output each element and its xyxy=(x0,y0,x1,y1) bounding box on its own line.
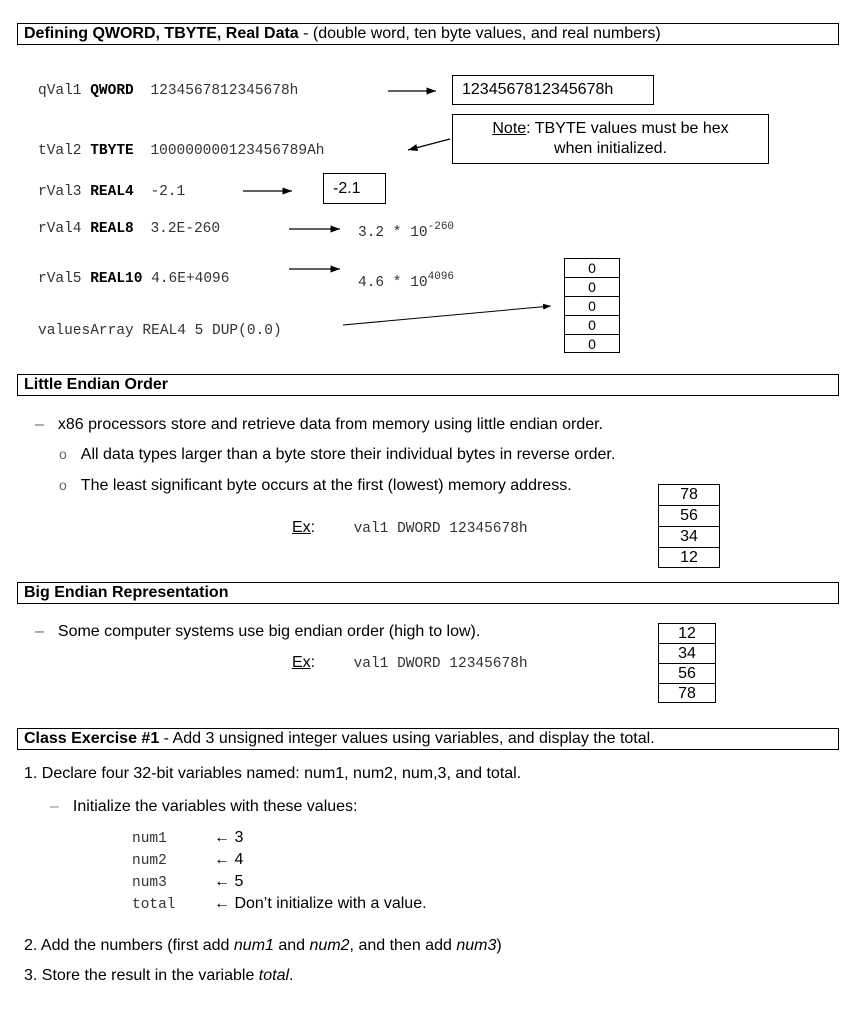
circle-bullet: o xyxy=(59,446,67,462)
section-title: Class Exercise #1 xyxy=(24,730,160,747)
var-init-list xyxy=(132,829,427,917)
section-subtitle: - (double word, ten byte values, and real numbers) xyxy=(298,25,661,42)
section-header-little-endian xyxy=(17,374,839,396)
var-name: rVal4 xyxy=(38,221,82,237)
example-label: Ex xyxy=(292,519,311,536)
example-code: val1 DWORD 12345678h xyxy=(353,521,528,537)
bullet-text: All data types larger than a byte store their individual bytes in reverse order. xyxy=(80,446,616,463)
section-subtitle: - Add 3 unsigned integer values using variables, and display the total. xyxy=(159,730,655,747)
sub-bullet-reverse-order xyxy=(59,446,615,464)
exercise-sub-bullet xyxy=(50,798,358,816)
memory-cell: 56 xyxy=(659,506,719,527)
dash-bullet: – xyxy=(50,798,59,815)
section-header-big-endian xyxy=(17,582,839,604)
memory-cell: 0 xyxy=(588,336,596,352)
var-type: REAL8 xyxy=(90,221,134,237)
qword-result-box: 1234567812345678h xyxy=(452,75,654,105)
memory-cell: 78 xyxy=(659,485,719,506)
var-value: 1234567812345678h xyxy=(150,83,299,99)
text-italic: total xyxy=(258,967,290,984)
var-init-name: total xyxy=(132,897,176,913)
bullet-little-endian xyxy=(35,416,603,434)
text-italic: num3 xyxy=(456,937,497,954)
little-endian-example xyxy=(292,519,528,537)
memory-cell: 78 xyxy=(678,685,696,702)
section-title: Little Endian Order xyxy=(24,376,169,393)
exercise-item-2 xyxy=(24,937,502,955)
var-init-name: num1 xyxy=(132,831,167,847)
memory-cell: 0 xyxy=(565,316,619,335)
var-init-value: ← 5 xyxy=(214,873,244,890)
var-name: rVal3 xyxy=(38,184,82,200)
exercise-item-3 xyxy=(24,967,294,985)
bullet-text: Initialize the variables with these values: xyxy=(72,798,358,815)
note-text: : TBYTE values must be hex xyxy=(526,120,729,137)
var-type: TBYTE xyxy=(90,143,134,159)
big-endian-memory xyxy=(658,623,716,703)
memory-cell: 0 xyxy=(565,278,619,297)
bullet-big-endian xyxy=(35,623,480,641)
text: ) xyxy=(496,937,502,954)
var-value: 100000000123456789Ah xyxy=(150,143,325,159)
memory-cell: 34 xyxy=(659,644,715,664)
real4-result-box: -2.1 xyxy=(323,173,386,204)
note-text-2: when initialized. xyxy=(554,140,667,157)
var-init-value: ← 4 xyxy=(214,851,244,868)
arrow-tbyte-note xyxy=(408,139,450,150)
var-init-name: num2 xyxy=(132,853,167,869)
var-value: 4.6E+4096 xyxy=(151,271,230,287)
text: . xyxy=(289,967,294,984)
real10-exponent: 4096 xyxy=(427,271,455,283)
var-init-value: ← Don’t initialize with a value. xyxy=(214,895,427,912)
text: , and then add xyxy=(349,937,457,954)
sub-bullet-least-significant xyxy=(59,477,572,495)
little-endian-memory xyxy=(658,484,720,568)
bullet-text: x86 processors store and retrieve data from memory using little endian order. xyxy=(57,416,604,433)
real8-exponent: -260 xyxy=(427,221,455,233)
code-line-values-array: valuesArray REAL4 5 DUP(0.0) xyxy=(38,323,282,339)
real8-base: 3.2 * 10 xyxy=(358,225,428,241)
memory-cell: 0 xyxy=(565,297,619,316)
circle-bullet: o xyxy=(59,477,67,493)
text-italic: num1 xyxy=(233,937,274,954)
example-code: val1 DWORD 12345678h xyxy=(353,656,528,672)
section-header-class-exercise xyxy=(17,728,839,750)
dash-bullet: – xyxy=(35,416,44,433)
memory-cell: 12 xyxy=(680,549,698,566)
bullet-text: The least significant byte occurs at the first (lowest) memory address. xyxy=(80,477,572,494)
example-label: Ex xyxy=(292,654,311,671)
var-init-row xyxy=(132,895,427,917)
var-init-row xyxy=(132,873,427,895)
bullet-text: Some computer systems use big endian order (high to low). xyxy=(57,623,481,640)
example-colon: : xyxy=(310,519,316,536)
var-type: REAL4 xyxy=(90,184,134,200)
var-value: -2.1 xyxy=(150,184,186,200)
big-endian-example xyxy=(292,654,528,672)
var-init-row xyxy=(132,829,427,851)
real10-base: 4.6 * 10 xyxy=(358,275,428,291)
var-init-name: num3 xyxy=(132,875,167,891)
var-type: REAL10 xyxy=(90,271,143,287)
var-init-value: ← 3 xyxy=(214,829,244,846)
var-name: rVal5 xyxy=(38,271,82,287)
memory-cell: 0 xyxy=(565,259,619,278)
var-value: 3.2E-260 xyxy=(150,221,221,237)
var-name: qVal1 xyxy=(38,83,82,99)
var-init-row xyxy=(132,851,427,873)
exercise-item-1: 1. Declare four 32-bit variables named: num1, num2, num,3, and total. xyxy=(24,765,522,782)
var-type: QWORD xyxy=(90,83,134,99)
text: and xyxy=(273,937,310,954)
note-label: Note xyxy=(492,120,527,137)
memory-cell: 56 xyxy=(659,664,715,684)
text: 3. Store the result in the variable xyxy=(24,967,259,984)
section-title: Big Endian Representation xyxy=(24,584,229,601)
memory-cell: 12 xyxy=(659,624,715,644)
dash-bullet: – xyxy=(35,623,44,640)
section-title: Defining QWORD, TBYTE, Real Data xyxy=(24,25,299,42)
example-colon: : xyxy=(310,654,316,671)
text: 2. Add the numbers (first add xyxy=(24,937,234,954)
var-name: tVal2 xyxy=(38,143,82,159)
arrow-values-array xyxy=(343,306,551,325)
text-italic: num2 xyxy=(309,937,350,954)
memory-cell: 34 xyxy=(659,527,719,548)
